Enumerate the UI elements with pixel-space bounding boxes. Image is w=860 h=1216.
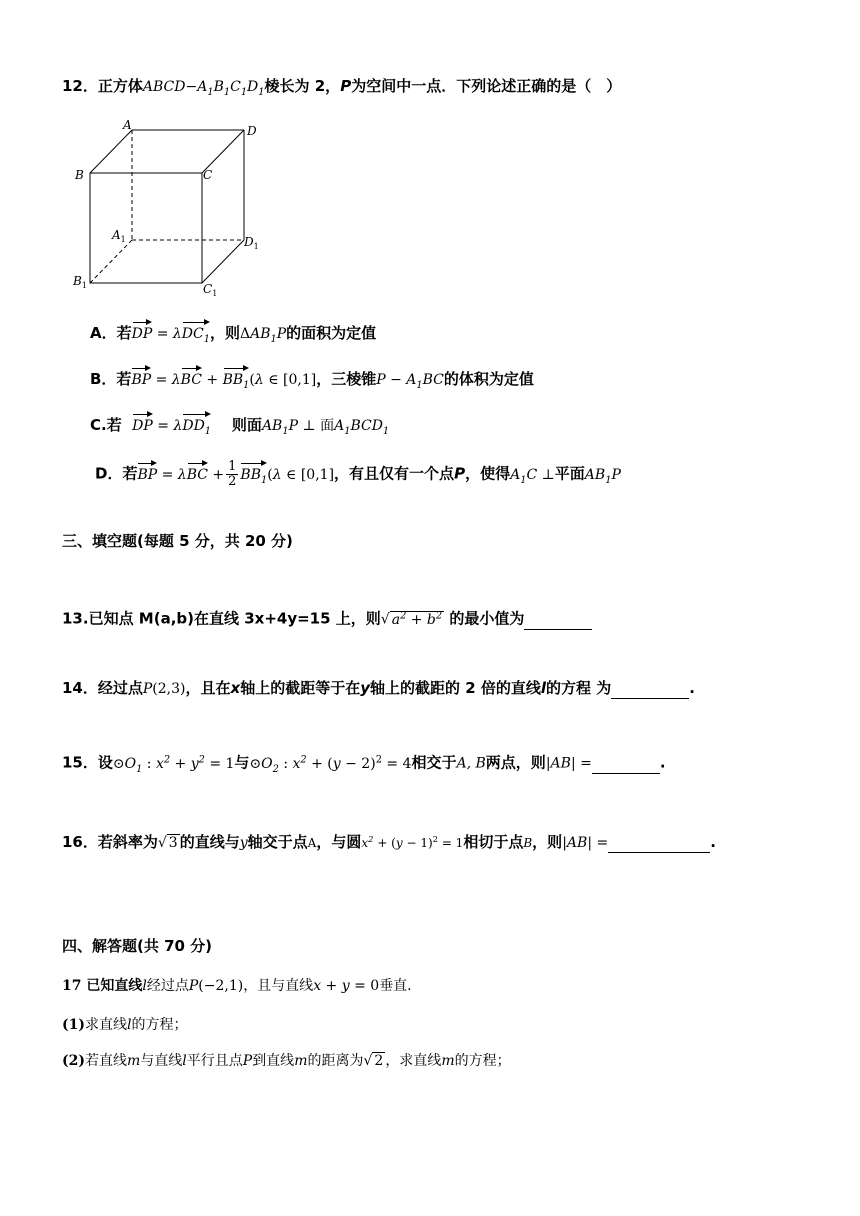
q16-answer-blank[interactable] [608,832,710,853]
label-D1: $D_1$ [244,235,259,251]
q14-answer-blank[interactable] [611,678,689,699]
q12-number: 12． [62,77,98,95]
label-A1: $A_1$ [112,228,126,244]
label-A: A [123,118,132,132]
q15: 15．设$⊙O_1$ : $x^2 + y^2 = 1$与$⊙O_2$ : $x^2 + (y - 2)^2 = 4$相交于A, B两点，则|AB| = . [62,753,666,775]
q13: 13.已知点 M(a,b)在直线 3x+4y=15 上，则√ $a^2 + b^2$ 的最小值为 [62,606,592,630]
q15-answer-blank[interactable] [592,753,660,774]
label-D: D [247,124,257,138]
q12-option-d[interactable]: D．若BP = λBC + $\frac{1}{2}$ $BB_1(\lambda$ ∈ [0,1]，有且仅有一个点P，使得$A_1C$ ⊥平面$AB_1P$ [95,459,621,489]
cube-figure [70,115,270,300]
q17-part-2: (2)若直线m与直线l平行且点P到直线m的距离为√ 2 ，求直线m的方程； [62,1053,511,1069]
q14: 14．经过点P(2,3)，且在x轴上的截距等于在y轴上的截距的 2 倍的直线l的方程 为 . [62,679,695,697]
q12-option-b[interactable]: B．若BP = $\lambda BC + BB_1(\lambda$ ∈ [0,1]，三棱锥$P - A_1BC$的体积为定值 [90,367,534,396]
cube-name: $ABCD-A_1B_1C_1D_1$ [142,79,265,98]
label-B: B [75,168,84,182]
label-B1: $B_1$ [73,274,87,290]
label-C1: $C_1$ [203,282,218,298]
label-C: C [203,168,213,182]
q17-stem: 17 已知直线l经过点P(−2,1)，且与直线x + y = 0垂直. [62,978,412,994]
q17-part-1: (1)求直线l的方程； [62,1017,188,1033]
section-4-title: 四、解答题(共 70 分) [62,937,213,955]
q12-stem: 12．正方体$ABCD-A_1B_1C_1D_1$棱长为 2，P为空间中一点．下列论述正确的是（ ） [62,77,622,98]
q12-option-a[interactable]: A．若DP = λDC$_1$，则$\Delta AB_1P$的面积为定值 [90,321,376,350]
q16: 16．若斜率为√ 3 的直线与y轴交于点A，与圆$x^2 + (y - 1)^2 = 1$相切于点B，则|AB| = . [62,833,716,851]
q13-answer-blank[interactable] [524,609,592,630]
q12-option-c[interactable]: C.若 DP = λDD$_1$ 则面$AB_1P$ ⊥ 面$A_1BCD_1$ [90,413,389,442]
section-3-title: 三、填空题(每题 5 分，共 20 分) [62,532,293,550]
